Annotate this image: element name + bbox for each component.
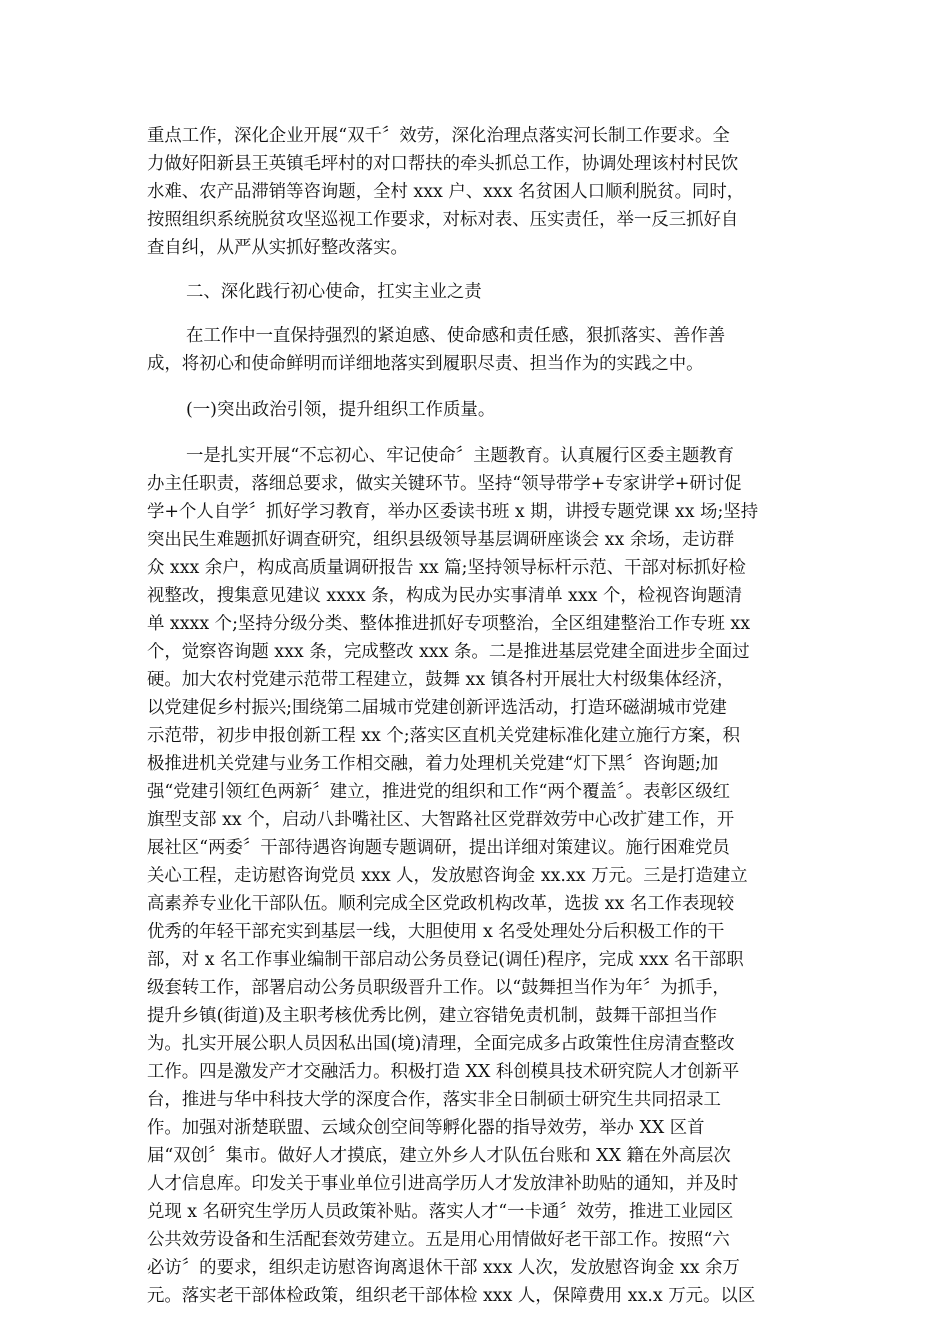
text-line: 展社区“两委〞干部待遇咨询题专题调研，提出详细对策建议。施行困难党员 bbox=[147, 838, 730, 858]
text-line: 在工作中一直保持强烈的紧迫感、使命感和责任感，狠抓落实、善作善 bbox=[186, 326, 726, 346]
section-heading: 二、深化践行初心使命，扛实主业之责 bbox=[186, 282, 482, 302]
text-line: 部，对 x 名工作事业编制干部启动公务员登记(调任)程序，完成 xxx 名干部职 bbox=[147, 950, 744, 970]
text-line: 重点工作，深化企业开展“双千〞效劳，深化治理点落实河长制工作要求。全 bbox=[147, 126, 730, 146]
text-line: 旗型支部 xx 个，启动八卦嘴社区、大智路社区党群效劳中心改扩建工作，开 bbox=[147, 810, 735, 830]
text-line: 硬。加大农村党建示范带工程建立，鼓舞 xx 镇各村开展壮大村级集体经济， bbox=[147, 670, 735, 690]
text-line: 成，将初心和使命鲜明而详细地落实到履职尽责、担当作为的实践之中。 bbox=[147, 354, 704, 374]
text-line: 查自纠，从严从实抓好整改落实。 bbox=[147, 238, 408, 258]
text-line: 公共效劳设备和生活配套效劳建立。五是用心用情做好老干部工作。按照“六 bbox=[147, 1230, 730, 1250]
text-line: 单 xxxx 个;坚持分级分类、整体推进抓好专项整治，全区组建整治工作专班 xx bbox=[147, 614, 751, 634]
text-line: 力做好阳新县王英镇毛坪村的对口帮扶的牵头抓总工作，协调处理该村村民饮 bbox=[147, 154, 739, 174]
text-line: 兑现 x 名研究生学历人员政策补贴。落实人才“一卡通〞效劳，推进工业园区 bbox=[147, 1202, 734, 1222]
text-line: 示范带，初步申报创新工程 xx 个;落实区直机关党建标准化建立施行方案，积 bbox=[147, 726, 741, 746]
text-line: 突出民生难题抓好调查研究，组织县级领导基层调研座谈会 xx 余场，走访群 bbox=[147, 530, 735, 550]
text-line: 提升乡镇(街道)及主职考核优秀比例，建立容错免责机制，鼓舞干部担当作 bbox=[147, 1006, 718, 1026]
text-line: 强“党建引领红色两新〞建立，推进党的组织和工作“两个覆盖〞。表彰区级红 bbox=[147, 782, 730, 802]
text-line: 工作。四是激发产才交融活力。积极打造 XX 科创模具技术研究院人才创新平 bbox=[147, 1062, 740, 1082]
text-line: 为。扎实开展公职人员因私出国(境)清理，全面完成多占政策性住房清查整改 bbox=[147, 1034, 735, 1054]
text-line: 人才信息库。印发关于事业单位引进高学历人才发放津补助贴的通知，并及时 bbox=[147, 1174, 739, 1194]
text-line: 关心工程，走访慰咨询党员 xxx 人，发放慰咨询金 xx.xx 万元。三是打造建立 bbox=[147, 866, 748, 886]
text-line: 届“双创〞集市。做好人才摸底，建立外乡人才队伍台账和 XX 籍在外高层次 bbox=[147, 1146, 731, 1166]
text-line: 视整改，搜集意见建议 xxxx 条，构成为民办实事清单 xxx 个，检视咨询题清 bbox=[147, 586, 743, 606]
text-line: 个，觉察咨询题 xxx 条，完成整改 xxx 条。二是推进基层党建全面进步全面过 bbox=[147, 642, 750, 662]
text-line: 水难、农产品滞销等咨询题，全村 xxx 户、xxx 名贫困人口顺利脱贫。同时， bbox=[147, 182, 745, 202]
text-line: 台，推进与华中科技大学的深度合作，落实非全日制硕士研究生共同招录工 bbox=[147, 1090, 721, 1110]
text-line: 高素养专业化干部队伍。顺利完成全区党政机构改革，选拔 xx 名工作表现较 bbox=[147, 894, 735, 914]
text-line: 众 xxx 余户，构成高质量调研报告 xx 篇;坚持领导标杆示范、干部对标抓好检 bbox=[147, 558, 746, 578]
text-line: 元。落实老干部体检政策，组织老干部体检 xxx 人，保障费用 xx.x 万元。以区 bbox=[147, 1286, 756, 1306]
text-line: 优秀的年轻干部充实到基层一线，大胆使用 x 名受处理处分后积极工作的干 bbox=[147, 922, 725, 942]
text-line: 作。加强对浙楚联盟、云域众创空间等孵化器的指导效劳，举办 XX 区首 bbox=[147, 1118, 705, 1138]
text-line: 以党建促乡村振兴;围绕第二届城市党建创新评选活动，打造环磁湖城市党建 bbox=[147, 698, 727, 718]
text-line: 必访〞的要求，组织走访慰咨询离退休干部 xxx 人次，发放慰咨询金 xx 余万 bbox=[147, 1258, 740, 1278]
text-line: 办主任职责，落细总要求，做实关键环节。坚持“领导带学+专家讲学+研讨促 bbox=[147, 474, 742, 494]
text-line: 一是扎实开展“不忘初心、牢记使命〞主题教育。认真履行区委主题教育 bbox=[186, 446, 735, 466]
text-line: 级套转工作，部署启动公务员职级晋升工作。以“鼓舞担当作为年〞为抓手， bbox=[147, 978, 730, 998]
text-line: 学+个人自学〞抓好学习教育，举办区委读书班 x 期，讲授专题党课 xx 场;坚持 bbox=[147, 502, 759, 522]
text-line: 按照组织系统脱贫攻坚巡视工作要求，对标对表、压实责任，举一反三抓好自 bbox=[147, 210, 739, 230]
subsection-heading: (一)突出政治引领，提升组织工作质量。 bbox=[186, 400, 496, 420]
text-line: 极推进机关党建与业务工作相交融，着力处理机关党建“灯下黑〞咨询题;加 bbox=[147, 754, 719, 774]
